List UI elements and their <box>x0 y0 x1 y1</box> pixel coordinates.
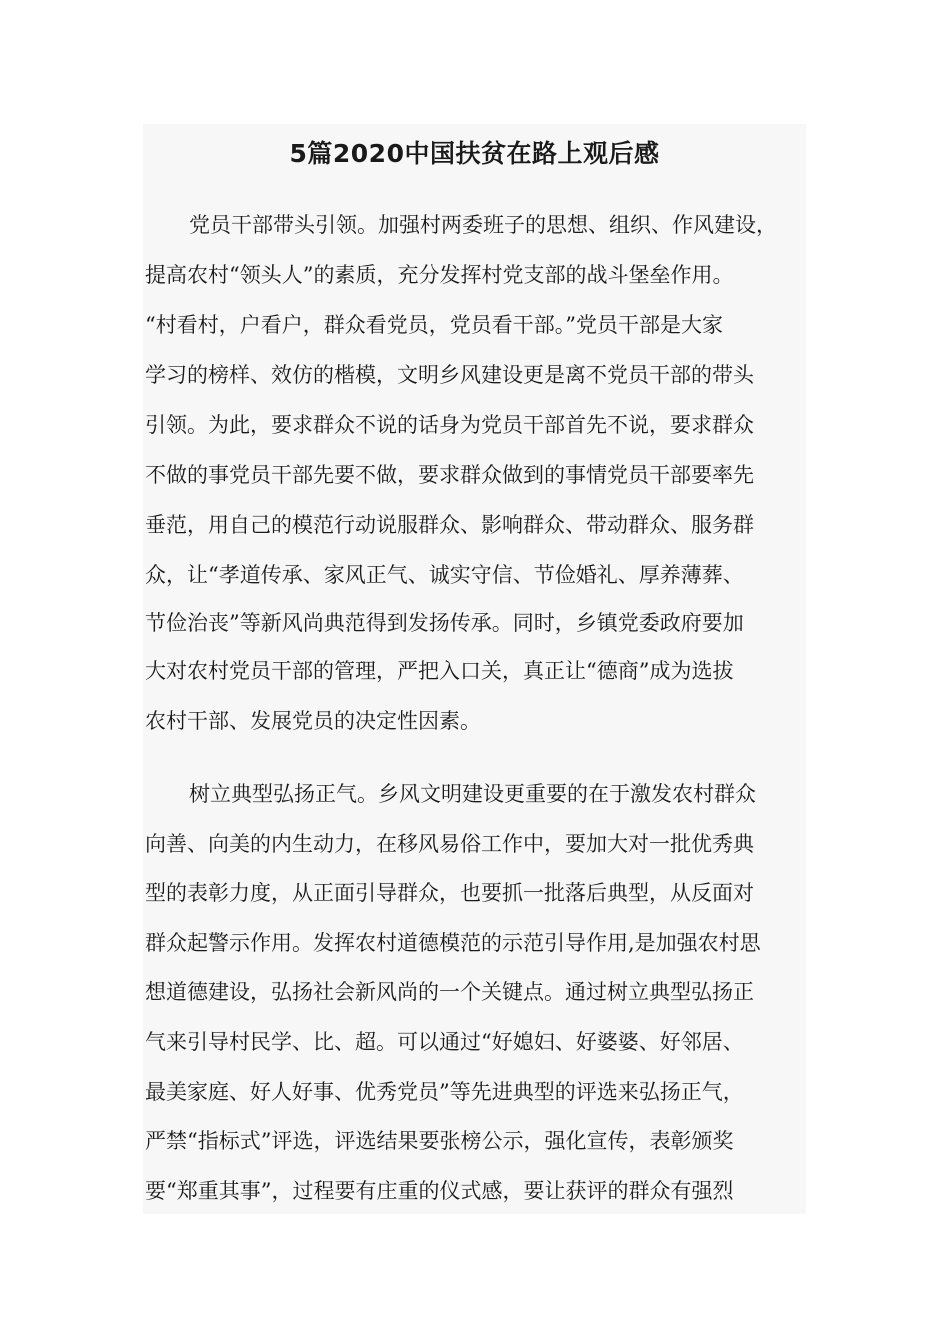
paragraph-1-line-8: 众，让“孝道传承、家风正气、诚实守信、节俭婚礼、厚养薄葬、 <box>145 563 744 587</box>
paragraph-2-line-2: 向善、向美的内生动力，在移风易俗工作中，要加大对一批优秀典 <box>145 832 754 856</box>
paragraph-2-line-6: 气来引导村民学、比、超。可以通过“好媳妇、好婆婆、好邻居、 <box>145 1030 744 1054</box>
paragraph-1-line-5: 引领。为此，要求群众不说的话身为党员干部首先不说，要求群众 <box>145 413 754 437</box>
paragraph-1-line-6: 不做的事党员干部先要不做，要求群众做到的事情党员干部要率先 <box>145 463 754 487</box>
paragraph-1-line-1: 党员干部带头引领。加强村两委班子的思想、组织、作风建设， <box>189 213 777 237</box>
paragraph-1-line-4: 学习的榜样、效仿的楷模，文明乡风建设更是离不党员干部的带头 <box>145 363 754 387</box>
paragraph-1-line-2: 提高农村“领头人”的素质，充分发挥村党支部的战斗堡垒作用。 <box>145 263 734 287</box>
paragraph-2-line-1: 树立典型弘扬正气。乡风文明建设更重要的在于激发农村群众 <box>189 782 756 806</box>
paragraph-2-line-7: 最美家庭、好人好事、优秀党员”等先进典型的评选来弘扬正气， <box>145 1080 744 1104</box>
paragraph-2-line-4: 群众起警示作用。发挥农村道德模范的示范引导作用,是加强农村思 <box>145 931 761 955</box>
paragraph-2-line-5: 想道德建设，弘扬社会新风尚的一个关键点。通过树立典型弘扬正 <box>145 980 754 1004</box>
paragraph-1-line-7: 垂范，用自己的模范行动说服群众、影响群众、带动群众、服务群 <box>145 513 754 537</box>
paragraph-1-line-10: 大对农村党员干部的管理，严把入口关，真正让“德商”成为选拔 <box>145 659 734 683</box>
paragraph-1-line-9: 节俭治丧”等新风尚典范得到发扬传承。同时，乡镇党委政府要加 <box>145 611 744 635</box>
document-title: 5篇2020中国扶贫在路上观后感 <box>289 139 660 168</box>
paragraph-2-line-9: 要“郑重其事”，过程要有庄重的仪式感，要让获评的群众有强烈 <box>145 1179 734 1203</box>
paragraph-2-line-3: 型的表彰力度，从正面引导群众，也要抓一批落后典型，从反面对 <box>145 881 754 905</box>
paragraph-2-line-8: 严禁“指标式”评选，评选结果要张榜公示，强化宣传，表彰颁奖 <box>145 1129 734 1153</box>
paragraph-1-line-11: 农村干部、发展党员的决定性因素。 <box>145 709 481 733</box>
paragraph-1-line-3: “村看村，户看户，群众看党员，党员看干部。”党员干部是大家 <box>145 313 723 337</box>
